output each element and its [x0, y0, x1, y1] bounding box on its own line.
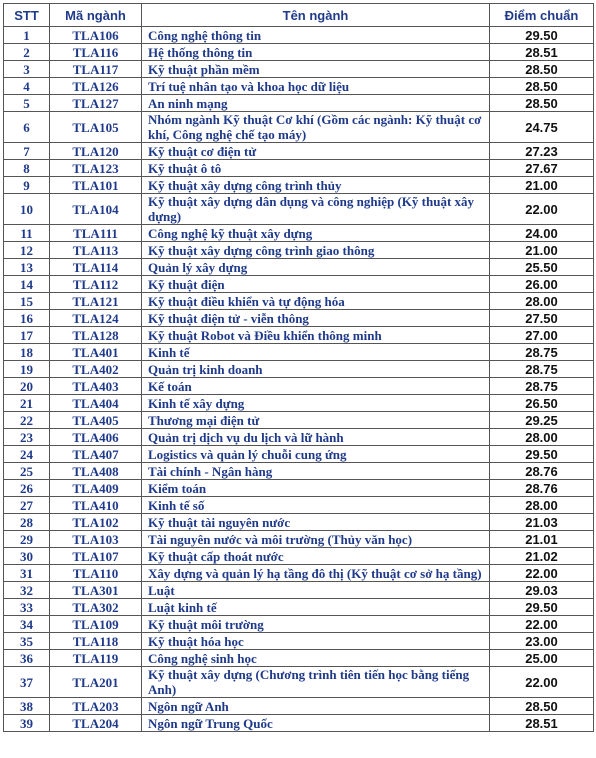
major-code-cell: TLA128	[50, 327, 142, 344]
stt-cell: 25	[4, 463, 50, 480]
stt-cell: 27	[4, 497, 50, 514]
table-row	[4, 582, 594, 599]
stt-cell: 18	[4, 344, 50, 361]
major-name-cell: Kỹ thuật Robot và Điều khiển thông minh	[142, 327, 490, 344]
major-name-cell: Nhóm ngành Kỹ thuật Cơ khí (Gồm các ngành: Kỹ thuật cơ khí, Công nghệ chế tạo máy)	[142, 112, 490, 143]
table-row	[4, 177, 594, 194]
table-row	[4, 599, 594, 616]
table-row	[4, 310, 594, 327]
table-row	[4, 112, 594, 143]
major-code-cell: TLA120	[50, 143, 142, 160]
score-cell: 26.50	[490, 395, 594, 412]
stt-cell: 17	[4, 327, 50, 344]
major-name-cell: Luật	[142, 582, 490, 599]
major-name-cell: Kinh tế số	[142, 497, 490, 514]
table-row	[4, 143, 594, 160]
major-name-cell: Kỹ thuật cấp thoát nước	[142, 548, 490, 565]
score-cell: 24.75	[490, 112, 594, 143]
stt-cell: 13	[4, 259, 50, 276]
stt-cell: 33	[4, 599, 50, 616]
major-code-cell: TLA104	[50, 194, 142, 225]
major-name-cell: Kỹ thuật môi trường	[142, 616, 490, 633]
score-cell: 22.00	[490, 616, 594, 633]
major-name-cell: Kỹ thuật ô tô	[142, 160, 490, 177]
stt-cell: 9	[4, 177, 50, 194]
major-name-cell: Kinh tế	[142, 344, 490, 361]
stt-cell: 5	[4, 95, 50, 112]
major-name-cell: Hệ thống thông tin	[142, 44, 490, 61]
major-code-cell: TLA113	[50, 242, 142, 259]
stt-cell: 29	[4, 531, 50, 548]
score-cell: 29.03	[490, 582, 594, 599]
major-code-cell: TLA117	[50, 61, 142, 78]
major-code-cell: TLA406	[50, 429, 142, 446]
major-code-cell: TLA407	[50, 446, 142, 463]
major-code-cell: TLA123	[50, 160, 142, 177]
stt-cell: 2	[4, 44, 50, 61]
major-name-cell: Quản trị dịch vụ du lịch và lữ hành	[142, 429, 490, 446]
stt-cell: 32	[4, 582, 50, 599]
major-code-cell: TLA109	[50, 616, 142, 633]
major-name-cell: Kinh tế xây dựng	[142, 395, 490, 412]
major-code-cell: TLA401	[50, 344, 142, 361]
stt-cell: 19	[4, 361, 50, 378]
header-score: Điểm chuẩn	[490, 4, 594, 27]
major-code-cell: TLA302	[50, 599, 142, 616]
stt-cell: 30	[4, 548, 50, 565]
major-code-cell: TLA106	[50, 27, 142, 44]
score-cell: 29.50	[490, 599, 594, 616]
table-row	[4, 160, 594, 177]
table-header-row	[4, 4, 594, 27]
major-code-cell: TLA116	[50, 44, 142, 61]
header-stt: STT	[4, 4, 50, 27]
stt-cell: 36	[4, 650, 50, 667]
score-cell: 21.02	[490, 548, 594, 565]
major-code-cell: TLA126	[50, 78, 142, 95]
score-cell: 25.00	[490, 650, 594, 667]
stt-cell: 26	[4, 480, 50, 497]
score-cell: 28.00	[490, 293, 594, 310]
major-name-cell: Quản trị kinh doanh	[142, 361, 490, 378]
major-name-cell: Quản lý xây dựng	[142, 259, 490, 276]
stt-cell: 28	[4, 514, 50, 531]
score-cell: 23.00	[490, 633, 594, 650]
score-cell: 28.50	[490, 95, 594, 112]
stt-cell: 20	[4, 378, 50, 395]
major-code-cell: TLA301	[50, 582, 142, 599]
score-cell: 26.00	[490, 276, 594, 293]
major-name-cell: Trí tuệ nhân tạo và khoa học dữ liệu	[142, 78, 490, 95]
table-row	[4, 446, 594, 463]
score-cell: 28.51	[490, 715, 594, 732]
major-name-cell: Kỹ thuật xây dựng dân dụng và công nghiệp (Kỹ thuật xây dựng)	[142, 194, 490, 225]
stt-cell: 6	[4, 112, 50, 143]
major-code-cell: TLA114	[50, 259, 142, 276]
major-code-cell: TLA103	[50, 531, 142, 548]
major-name-cell: Xây dựng và quản lý hạ tầng đô thị (Kỹ thuật cơ sở hạ tầng)	[142, 565, 490, 582]
major-name-cell: Logistics và quản lý chuỗi cung ứng	[142, 446, 490, 463]
header-name: Tên ngành	[142, 4, 490, 27]
major-name-cell: Kỹ thuật phần mềm	[142, 61, 490, 78]
table-row	[4, 378, 594, 395]
stt-cell: 11	[4, 225, 50, 242]
table-row	[4, 293, 594, 310]
stt-cell: 31	[4, 565, 50, 582]
table-row	[4, 715, 594, 732]
major-name-cell: Kỹ thuật điều khiển và tự động hóa	[142, 293, 490, 310]
stt-cell: 24	[4, 446, 50, 463]
major-name-cell: Kế toán	[142, 378, 490, 395]
major-code-cell: TLA101	[50, 177, 142, 194]
major-name-cell: Tài nguyên nước và môi trường (Thủy văn học)	[142, 531, 490, 548]
major-code-cell: TLA204	[50, 715, 142, 732]
stt-cell: 12	[4, 242, 50, 259]
score-cell: 29.50	[490, 27, 594, 44]
major-name-cell: Tài chính - Ngân hàng	[142, 463, 490, 480]
table-row	[4, 616, 594, 633]
major-name-cell: Công nghệ thông tin	[142, 27, 490, 44]
major-name-cell: Kỹ thuật điện tử - viễn thông	[142, 310, 490, 327]
stt-cell: 37	[4, 667, 50, 698]
major-code-cell: TLA402	[50, 361, 142, 378]
major-code-cell: TLA119	[50, 650, 142, 667]
table-row	[4, 633, 594, 650]
table-row	[4, 361, 594, 378]
major-code-cell: TLA118	[50, 633, 142, 650]
score-cell: 21.00	[490, 177, 594, 194]
major-name-cell: Kỹ thuật cơ điện tử	[142, 143, 490, 160]
score-cell: 29.25	[490, 412, 594, 429]
table-row	[4, 548, 594, 565]
score-cell: 28.50	[490, 698, 594, 715]
major-name-cell: Kỹ thuật tài nguyên nước	[142, 514, 490, 531]
table-row	[4, 259, 594, 276]
major-name-cell: Kỹ thuật xây dựng công trình giao thông	[142, 242, 490, 259]
major-name-cell: An ninh mạng	[142, 95, 490, 112]
table-row	[4, 667, 594, 698]
table-row	[4, 497, 594, 514]
score-cell: 21.03	[490, 514, 594, 531]
major-code-cell: TLA409	[50, 480, 142, 497]
stt-cell: 4	[4, 78, 50, 95]
table-row	[4, 565, 594, 582]
score-cell: 22.00	[490, 194, 594, 225]
score-cell: 27.67	[490, 160, 594, 177]
major-code-cell: TLA405	[50, 412, 142, 429]
table-row	[4, 95, 594, 112]
score-cell: 28.75	[490, 344, 594, 361]
major-name-cell: Kỹ thuật xây dựng (Chương trình tiên tiến học bằng tiếng Anh)	[142, 667, 490, 698]
stt-cell: 35	[4, 633, 50, 650]
table-row	[4, 327, 594, 344]
table-row	[4, 276, 594, 293]
major-code-cell: TLA403	[50, 378, 142, 395]
score-cell: 27.00	[490, 327, 594, 344]
stt-cell: 1	[4, 27, 50, 44]
table-row	[4, 242, 594, 259]
major-code-cell: TLA112	[50, 276, 142, 293]
major-name-cell: Ngôn ngữ Trung Quốc	[142, 715, 490, 732]
table-row	[4, 344, 594, 361]
major-name-cell: Kỹ thuật xây dựng công trình thủy	[142, 177, 490, 194]
score-cell: 28.00	[490, 429, 594, 446]
stt-cell: 23	[4, 429, 50, 446]
major-code-cell: TLA124	[50, 310, 142, 327]
stt-cell: 38	[4, 698, 50, 715]
major-name-cell: Công nghệ kỹ thuật xây dựng	[142, 225, 490, 242]
score-cell: 28.51	[490, 44, 594, 61]
stt-cell: 10	[4, 194, 50, 225]
major-code-cell: TLA203	[50, 698, 142, 715]
stt-cell: 16	[4, 310, 50, 327]
score-cell: 28.76	[490, 463, 594, 480]
major-name-cell: Kỹ thuật điện	[142, 276, 490, 293]
table-row	[4, 194, 594, 225]
score-cell: 28.00	[490, 497, 594, 514]
major-code-cell: TLA110	[50, 565, 142, 582]
stt-cell: 14	[4, 276, 50, 293]
major-name-cell: Luật kinh tế	[142, 599, 490, 616]
stt-cell: 3	[4, 61, 50, 78]
score-cell: 28.50	[490, 61, 594, 78]
score-cell: 25.50	[490, 259, 594, 276]
stt-cell: 39	[4, 715, 50, 732]
major-code-cell: TLA201	[50, 667, 142, 698]
stt-cell: 21	[4, 395, 50, 412]
table-row	[4, 650, 594, 667]
score-cell: 24.00	[490, 225, 594, 242]
major-name-cell: Thương mại điện tử	[142, 412, 490, 429]
score-cell: 22.00	[490, 667, 594, 698]
score-cell: 21.00	[490, 242, 594, 259]
major-code-cell: TLA107	[50, 548, 142, 565]
stt-cell: 15	[4, 293, 50, 310]
major-name-cell: Công nghệ sinh học	[142, 650, 490, 667]
table-row	[4, 531, 594, 548]
major-code-cell: TLA127	[50, 95, 142, 112]
major-code-cell: TLA410	[50, 497, 142, 514]
table-row	[4, 514, 594, 531]
table-row	[4, 480, 594, 497]
score-cell: 27.23	[490, 143, 594, 160]
table-row	[4, 698, 594, 715]
score-cell: 28.75	[490, 361, 594, 378]
table-row	[4, 27, 594, 44]
table-row	[4, 44, 594, 61]
stt-cell: 8	[4, 160, 50, 177]
table-row	[4, 78, 594, 95]
major-name-cell: Ngôn ngữ Anh	[142, 698, 490, 715]
major-code-cell: TLA408	[50, 463, 142, 480]
major-code-cell: TLA404	[50, 395, 142, 412]
table-row	[4, 225, 594, 242]
score-cell: 22.00	[490, 565, 594, 582]
stt-cell: 7	[4, 143, 50, 160]
stt-cell: 34	[4, 616, 50, 633]
major-code-cell: TLA105	[50, 112, 142, 143]
table-row	[4, 61, 594, 78]
score-cell: 21.01	[490, 531, 594, 548]
table-body	[4, 27, 594, 732]
score-cell: 28.75	[490, 378, 594, 395]
score-cell: 27.50	[490, 310, 594, 327]
score-cell: 28.50	[490, 78, 594, 95]
major-code-cell: TLA111	[50, 225, 142, 242]
table-row	[4, 463, 594, 480]
major-name-cell: Kỹ thuật hóa học	[142, 633, 490, 650]
major-name-cell: Kiểm toán	[142, 480, 490, 497]
table-row	[4, 412, 594, 429]
admission-score-table	[3, 3, 594, 732]
table-row	[4, 429, 594, 446]
major-code-cell: TLA102	[50, 514, 142, 531]
major-code-cell: TLA121	[50, 293, 142, 310]
score-cell: 29.50	[490, 446, 594, 463]
stt-cell: 22	[4, 412, 50, 429]
score-cell: 28.76	[490, 480, 594, 497]
table-row	[4, 395, 594, 412]
header-code: Mã ngành	[50, 4, 142, 27]
